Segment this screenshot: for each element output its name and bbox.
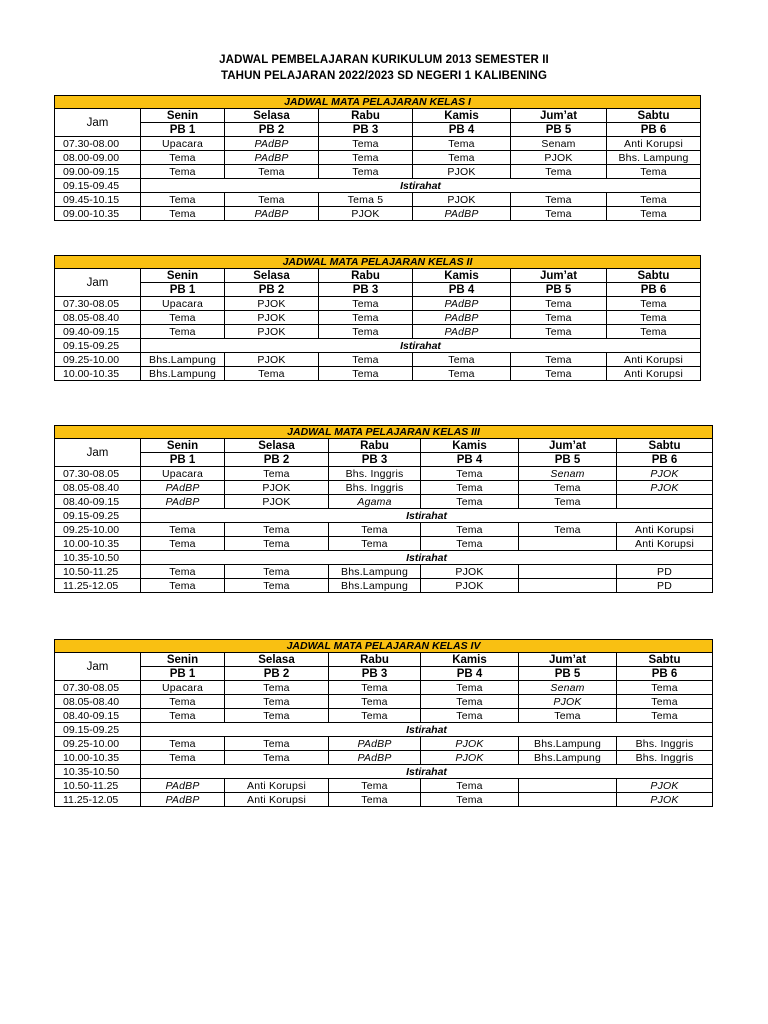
subject-cell: Tema <box>141 751 225 765</box>
subject-cell: Tema <box>225 709 329 723</box>
day-header: Selasa <box>225 109 319 123</box>
subject-cell: PJOK <box>421 751 519 765</box>
break-cell: Istirahat <box>141 723 713 737</box>
schedule-table-kelas-2 <box>54 255 701 381</box>
subject-cell: PAdBP <box>141 495 225 509</box>
subject-cell: Tema <box>319 325 413 339</box>
day-header: Kamis <box>413 269 511 283</box>
time-cell: 10.50-11.25 <box>55 565 141 579</box>
table-row <box>55 681 713 695</box>
table-row <box>55 537 713 551</box>
day-header: Kamis <box>421 439 519 453</box>
subject-cell: PAdBP <box>413 207 511 221</box>
pb-header: PB 3 <box>329 667 421 681</box>
subject-cell: Tema <box>519 709 617 723</box>
subject-cell: Tema <box>141 523 225 537</box>
day-header: Rabu <box>319 269 413 283</box>
subject-cell: Tema <box>225 467 329 481</box>
subject-cell: PAdBP <box>225 151 319 165</box>
day-header: Senin <box>141 269 225 283</box>
subject-cell: Tema <box>225 695 329 709</box>
subject-cell: Tema <box>511 297 607 311</box>
time-cell: 07.30-08.05 <box>55 467 141 481</box>
day-header: Senin <box>141 653 225 667</box>
pb-header: PB 6 <box>607 123 701 137</box>
subject-cell: Bhs.Lampung <box>141 367 225 381</box>
table-row <box>55 367 701 381</box>
subject-cell: Tema <box>511 325 607 339</box>
subject-cell: Upacara <box>141 681 225 695</box>
pb-header: PB 4 <box>413 123 511 137</box>
subject-cell: Tema <box>607 311 701 325</box>
jam-header: Jam <box>55 109 141 137</box>
subject-cell: PAdBP <box>141 779 225 793</box>
pb-header: PB 2 <box>225 123 319 137</box>
day-header: Kamis <box>413 109 511 123</box>
time-cell: 10.35-10.50 <box>55 765 141 779</box>
day-header: Senin <box>141 109 225 123</box>
subject-cell: PJOK <box>413 193 511 207</box>
pb-header: PB 3 <box>319 283 413 297</box>
time-cell: 08.00-09.00 <box>55 151 141 165</box>
time-cell: 08.40-09.15 <box>55 495 141 509</box>
time-cell: 08.40-09.15 <box>55 709 141 723</box>
table-row <box>55 723 713 737</box>
subject-cell: Tema <box>511 207 607 221</box>
subject-cell: Upacara <box>141 467 225 481</box>
subject-cell: Bhs. Inggris <box>617 751 713 765</box>
subject-cell: Bhs. Inggris <box>329 467 421 481</box>
subject-cell: Tema <box>141 165 225 179</box>
time-cell: 10.50-11.25 <box>55 779 141 793</box>
pb-header: PB 4 <box>421 667 519 681</box>
pb-header: PB 6 <box>607 283 701 297</box>
subject-cell: Tema <box>519 523 617 537</box>
table-row <box>55 579 713 593</box>
subject-cell: Tema <box>519 495 617 509</box>
pb-header: PB 5 <box>519 667 617 681</box>
time-cell: 09.00-10.35 <box>55 207 141 221</box>
subject-cell <box>519 565 617 579</box>
jam-header: Jam <box>55 439 141 467</box>
pb-header: PB 5 <box>519 453 617 467</box>
subject-cell: Tema <box>319 151 413 165</box>
table-row <box>55 765 713 779</box>
table-row <box>55 695 713 709</box>
pb-header: PB 1 <box>141 123 225 137</box>
pb-header: PB 5 <box>511 283 607 297</box>
time-cell: 10.00-10.35 <box>55 751 141 765</box>
subject-cell: Tema <box>141 565 225 579</box>
subject-cell: Bhs.Lampung <box>141 353 225 367</box>
subject-cell: Tema <box>421 495 519 509</box>
subject-cell: PAdBP <box>413 311 511 325</box>
subject-cell: Upacara <box>141 297 225 311</box>
document-title <box>0 52 768 84</box>
subject-cell: Tema <box>421 793 519 807</box>
subject-cell: Tema <box>511 193 607 207</box>
subject-cell: Anti Korupsi <box>225 793 329 807</box>
subject-cell: Tema <box>413 151 511 165</box>
day-header: Senin <box>141 439 225 453</box>
time-cell: 07.30-08.00 <box>55 137 141 151</box>
subject-cell: Tema <box>319 353 413 367</box>
subject-cell: Tema <box>225 165 319 179</box>
table-row <box>55 737 713 751</box>
subject-cell: PJOK <box>225 297 319 311</box>
subject-cell: PJOK <box>617 793 713 807</box>
subject-cell: PAdBP <box>413 297 511 311</box>
subject-cell: Tema <box>413 353 511 367</box>
subject-cell: Tema <box>225 751 329 765</box>
subject-cell: Tema <box>225 681 329 695</box>
time-cell: 09.00-09.15 <box>55 165 141 179</box>
subject-cell: Tema <box>141 579 225 593</box>
subject-cell: Senam <box>511 137 607 151</box>
subject-cell: Tema <box>141 311 225 325</box>
subject-cell: Tema <box>141 695 225 709</box>
time-cell: 11.25-12.05 <box>55 579 141 593</box>
pb-header: PB 2 <box>225 283 319 297</box>
table-row <box>55 179 701 193</box>
subject-cell: Tema <box>329 523 421 537</box>
subject-cell: Tema <box>319 367 413 381</box>
schedule-table-kelas-1 <box>54 95 701 221</box>
day-header: Selasa <box>225 439 329 453</box>
time-cell: 09.25-10.00 <box>55 523 141 537</box>
table-row <box>55 207 701 221</box>
subject-cell: PJOK <box>319 207 413 221</box>
pb-header: PB 2 <box>225 453 329 467</box>
time-cell: 10.00-10.35 <box>55 537 141 551</box>
subject-cell: Tema <box>329 681 421 695</box>
subject-cell: Tema <box>413 367 511 381</box>
pb-header: PB 1 <box>141 667 225 681</box>
table-row <box>55 793 713 807</box>
time-cell: 10.00-10.35 <box>55 367 141 381</box>
subject-cell: PJOK <box>617 779 713 793</box>
subject-cell: Tema <box>413 137 511 151</box>
subject-cell: PAdBP <box>225 137 319 151</box>
subject-cell: Tema <box>225 579 329 593</box>
subject-cell: Tema <box>511 311 607 325</box>
pb-header: PB 3 <box>329 453 421 467</box>
day-header: Sabtu <box>607 269 701 283</box>
table-row <box>55 339 701 353</box>
subject-cell: PJOK <box>421 579 519 593</box>
pb-header: PB 2 <box>225 667 329 681</box>
table-row <box>55 151 701 165</box>
subject-cell: Anti Korupsi <box>617 523 713 537</box>
day-header: Rabu <box>329 653 421 667</box>
subject-cell: Bhs. Lampung <box>607 151 701 165</box>
subject-cell: Tema <box>421 481 519 495</box>
table-row <box>55 193 701 207</box>
subject-cell: PD <box>617 579 713 593</box>
subject-cell: Tema <box>225 737 329 751</box>
table-row <box>55 311 701 325</box>
time-cell: 08.05-08.40 <box>55 481 141 495</box>
subject-cell: Tema <box>421 537 519 551</box>
pb-header: PB 5 <box>511 123 607 137</box>
time-cell: 08.05-08.40 <box>55 311 141 325</box>
subject-cell: Tema <box>141 537 225 551</box>
subject-cell: Tema <box>421 695 519 709</box>
subject-cell: Tema <box>141 709 225 723</box>
day-header: Sabtu <box>617 653 713 667</box>
subject-cell: PAdBP <box>329 751 421 765</box>
document-title-line-1: JADWAL PEMBELAJARAN KURIKULUM 2013 SEMESTER II <box>219 54 549 66</box>
time-cell: 11.25-12.05 <box>55 793 141 807</box>
day-header: Jum’at <box>511 109 607 123</box>
table-row <box>55 751 713 765</box>
subject-cell: Tema <box>511 367 607 381</box>
time-cell: 09.15-09.25 <box>55 723 141 737</box>
table-row <box>55 565 713 579</box>
subject-cell: Agama <box>329 495 421 509</box>
day-header: Jum’at <box>519 439 617 453</box>
subject-cell: Tema <box>319 297 413 311</box>
time-cell: 09.15-09.25 <box>55 509 141 523</box>
subject-cell: Tema <box>421 709 519 723</box>
jam-header: Jam <box>55 269 141 297</box>
break-cell: Istirahat <box>141 339 701 353</box>
table-row <box>55 165 701 179</box>
day-header: Jum’at <box>519 653 617 667</box>
subject-cell: Tema <box>141 193 225 207</box>
time-cell: 09.15-09.45 <box>55 179 141 193</box>
subject-cell: Tema <box>607 325 701 339</box>
pb-header: PB 6 <box>617 453 713 467</box>
table-row <box>55 137 701 151</box>
subject-cell: Tema <box>141 151 225 165</box>
time-cell: 10.35-10.50 <box>55 551 141 565</box>
subject-cell: Tema <box>607 165 701 179</box>
time-cell: 09.25-10.00 <box>55 353 141 367</box>
table-row <box>55 523 713 537</box>
subject-cell: PJOK <box>413 165 511 179</box>
subject-cell: Tema <box>329 695 421 709</box>
subject-cell: Tema <box>617 681 713 695</box>
subject-cell: Tema <box>329 709 421 723</box>
subject-cell: Tema <box>607 207 701 221</box>
subject-cell: Tema <box>607 193 701 207</box>
subject-cell <box>519 537 617 551</box>
subject-cell <box>519 793 617 807</box>
subject-cell: Tema <box>421 779 519 793</box>
subject-cell: PJOK <box>617 467 713 481</box>
subject-cell: Tema <box>319 311 413 325</box>
day-header: Jum’at <box>511 269 607 283</box>
table-row <box>55 353 701 367</box>
subject-cell <box>617 495 713 509</box>
schedule-table-kelas-4 <box>54 639 713 807</box>
table-row <box>55 509 713 523</box>
table-row <box>55 495 713 509</box>
day-header: Sabtu <box>617 439 713 453</box>
day-header: Kamis <box>421 653 519 667</box>
subject-cell: Tema <box>519 481 617 495</box>
document-title-line-2: TAHUN PELAJARAN 2022/2023 SD NEGERI 1 KALIBENING <box>220 70 548 82</box>
subject-cell: PAdBP <box>329 737 421 751</box>
day-header: Sabtu <box>607 109 701 123</box>
subject-cell: PJOK <box>225 353 319 367</box>
table-caption: JADWAL MATA PELAJARAN KELAS III <box>55 426 713 439</box>
subject-cell: PJOK <box>421 565 519 579</box>
table-row <box>55 467 713 481</box>
day-header: Selasa <box>225 269 319 283</box>
jam-header: Jam <box>55 653 141 681</box>
break-cell: Istirahat <box>141 509 713 523</box>
subject-cell: PAdBP <box>413 325 511 339</box>
subject-cell <box>519 779 617 793</box>
subject-cell: PJOK <box>519 695 617 709</box>
subject-cell: Tema <box>607 297 701 311</box>
subject-cell: Anti Korupsi <box>617 537 713 551</box>
pb-header: PB 6 <box>617 667 713 681</box>
break-cell: Istirahat <box>141 765 713 779</box>
table-row <box>55 325 701 339</box>
subject-cell: PJOK <box>225 495 329 509</box>
day-header: Rabu <box>329 439 421 453</box>
table-row <box>55 297 701 311</box>
table-caption: JADWAL MATA PELAJARAN KELAS I <box>55 96 701 109</box>
subject-cell: Tema <box>225 193 319 207</box>
pb-header: PB 4 <box>413 283 511 297</box>
subject-cell: Senam <box>519 681 617 695</box>
table-row <box>55 709 713 723</box>
subject-cell: Tema <box>421 681 519 695</box>
subject-cell <box>519 579 617 593</box>
subject-cell: Anti Korupsi <box>225 779 329 793</box>
subject-cell: Tema <box>329 793 421 807</box>
subject-cell: PJOK <box>617 481 713 495</box>
table-row <box>55 551 713 565</box>
subject-cell: PJOK <box>225 325 319 339</box>
time-cell: 08.05-08.40 <box>55 695 141 709</box>
pb-header: PB 1 <box>141 453 225 467</box>
subject-cell: Tema <box>617 709 713 723</box>
subject-cell: PAdBP <box>141 793 225 807</box>
subject-cell: Tema <box>511 353 607 367</box>
time-cell: 09.40-09.15 <box>55 325 141 339</box>
subject-cell: PAdBP <box>141 481 225 495</box>
subject-cell: PJOK <box>225 311 319 325</box>
subject-cell: Tema <box>329 537 421 551</box>
subject-cell: Tema <box>225 523 329 537</box>
subject-cell: PJOK <box>421 737 519 751</box>
subject-cell: Upacara <box>141 137 225 151</box>
subject-cell: Tema <box>421 523 519 537</box>
subject-cell: Anti Korupsi <box>607 353 701 367</box>
subject-cell: Bhs.Lampung <box>519 737 617 751</box>
table-caption: JADWAL MATA PELAJARAN KELAS IV <box>55 640 713 653</box>
table-caption: JADWAL MATA PELAJARAN KELAS II <box>55 256 701 269</box>
pb-header: PB 1 <box>141 283 225 297</box>
subject-cell: Bhs.Lampung <box>329 579 421 593</box>
subject-cell: PD <box>617 565 713 579</box>
subject-cell: PJOK <box>511 151 607 165</box>
schedule-table-kelas-3 <box>54 425 713 593</box>
day-header: Selasa <box>225 653 329 667</box>
subject-cell: Tema <box>141 737 225 751</box>
pb-header: PB 3 <box>319 123 413 137</box>
subject-cell: Bhs. Inggris <box>329 481 421 495</box>
subject-cell: Tema <box>421 467 519 481</box>
time-cell: 07.30-08.05 <box>55 297 141 311</box>
subject-cell: Tema <box>617 695 713 709</box>
time-cell: 09.45-10.15 <box>55 193 141 207</box>
time-cell: 09.25-10.00 <box>55 737 141 751</box>
time-cell: 09.15-09.25 <box>55 339 141 353</box>
subject-cell: PAdBP <box>225 207 319 221</box>
subject-cell: Tema <box>141 207 225 221</box>
subject-cell: Anti Korupsi <box>607 137 701 151</box>
subject-cell: Tema <box>225 367 319 381</box>
subject-cell: PJOK <box>225 481 329 495</box>
day-header: Rabu <box>319 109 413 123</box>
subject-cell: Senam <box>519 467 617 481</box>
pb-header: PB 4 <box>421 453 519 467</box>
subject-cell: Bhs.Lampung <box>519 751 617 765</box>
subject-cell: Tema <box>329 779 421 793</box>
subject-cell: Tema <box>225 565 329 579</box>
subject-cell: Tema <box>225 537 329 551</box>
subject-cell: Bhs. Inggris <box>617 737 713 751</box>
table-row <box>55 481 713 495</box>
subject-cell: Tema <box>511 165 607 179</box>
subject-cell: Bhs.Lampung <box>329 565 421 579</box>
subject-cell: Tema <box>141 325 225 339</box>
time-cell: 07.30-08.05 <box>55 681 141 695</box>
break-cell: Istirahat <box>141 179 701 193</box>
subject-cell: Tema <box>319 137 413 151</box>
subject-cell: Tema 5 <box>319 193 413 207</box>
subject-cell: Anti Korupsi <box>607 367 701 381</box>
break-cell: Istirahat <box>141 551 713 565</box>
subject-cell: Tema <box>319 165 413 179</box>
table-row <box>55 779 713 793</box>
